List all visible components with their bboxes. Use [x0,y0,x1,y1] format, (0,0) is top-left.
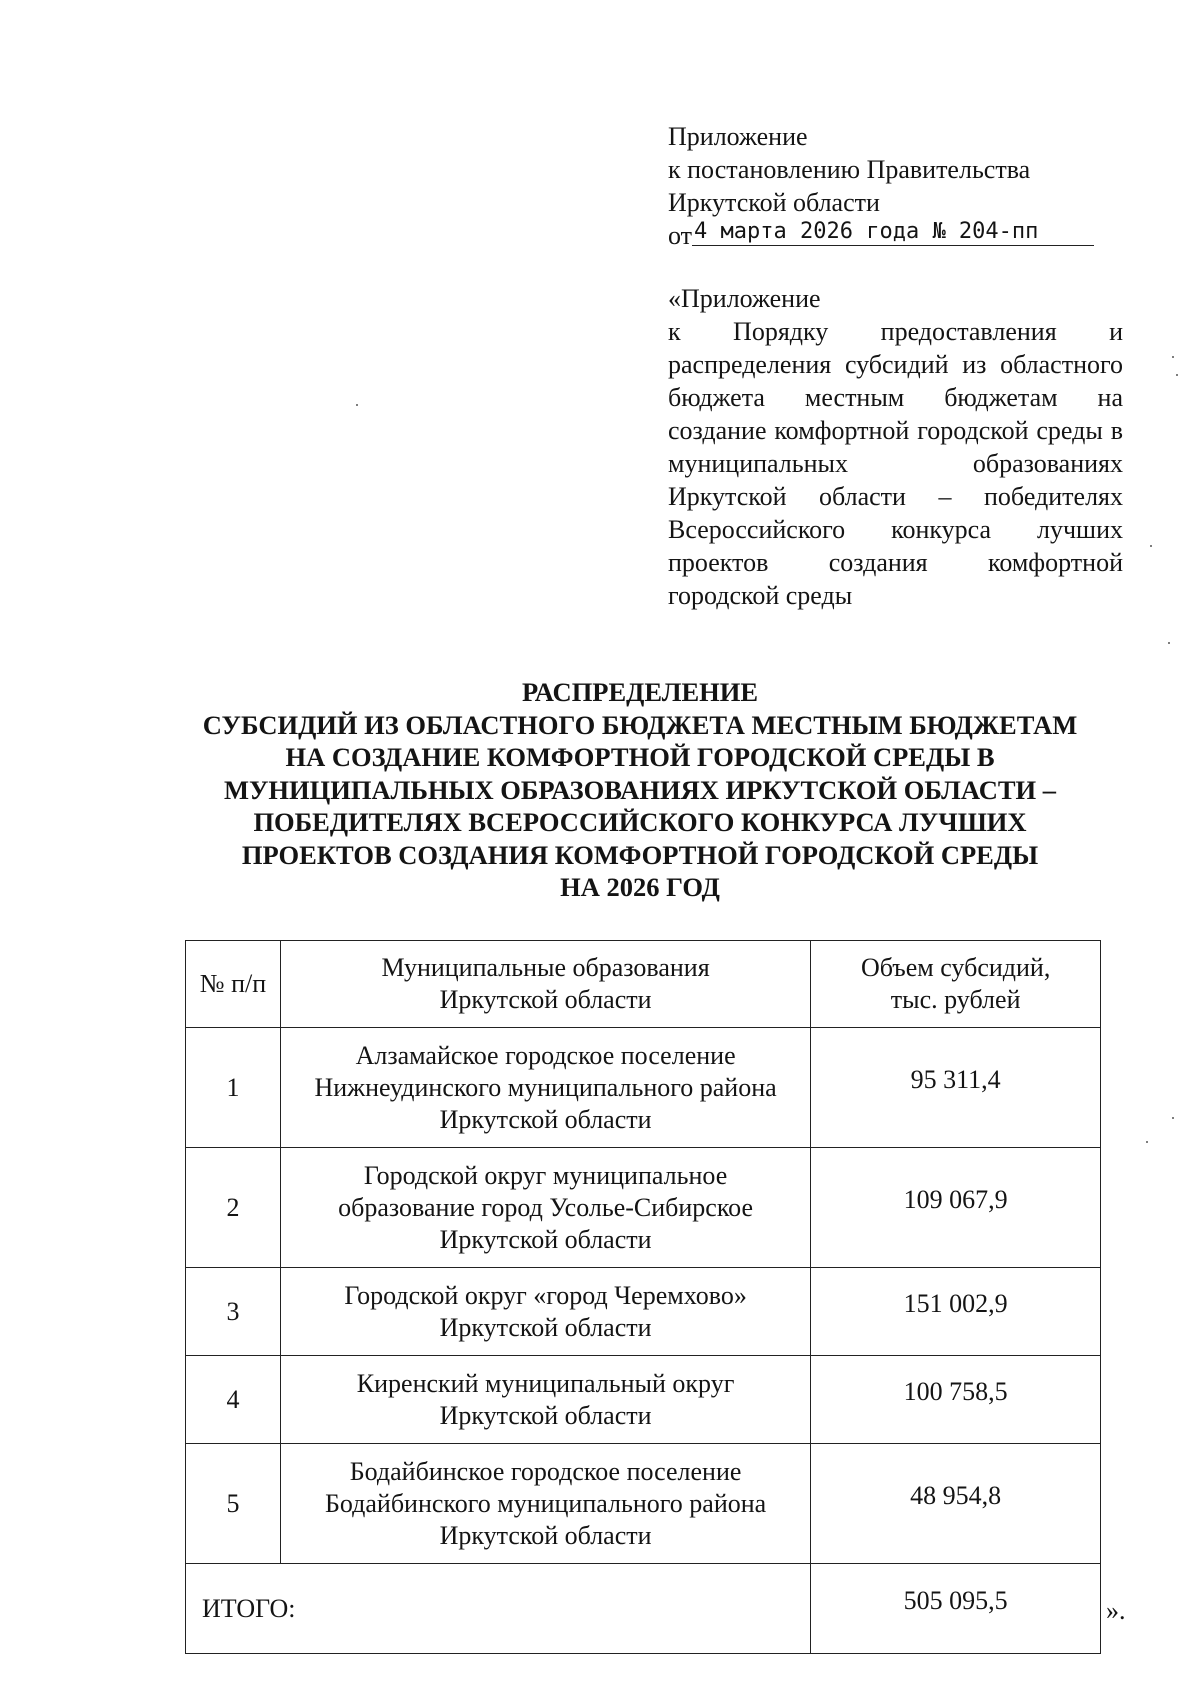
row-municipality-line: Бодайбинского муниципального района [324,1488,767,1518]
table-total-row [186,1564,1101,1654]
row-amount-value: 48 954,8 [910,1480,1002,1510]
row-num: 4 [186,1356,281,1444]
header-amount-line: Объем субсидий, [860,953,1051,982]
heading-line: ПОБЕДИТЕЛЯХ ВСЕРОССИЙСКОГО КОНКУРСА ЛУЧШИХ [253,807,1027,837]
table-row [186,1356,1101,1444]
row-amount [811,1028,1101,1148]
row-num: 1 [186,1028,281,1148]
row-municipality-line: Киренский муниципальный округ [356,1368,735,1398]
row-municipality [280,1444,810,1564]
total-amount [811,1564,1101,1654]
table-row [186,1444,1101,1564]
row-num: 3 [186,1268,281,1356]
appendix-header [668,120,1123,252]
row-num: 2 [186,1148,281,1268]
row-amount [811,1268,1101,1356]
header-municipality-line: Муниципальные образования [381,953,710,982]
appendix-date-line [668,219,1123,252]
row-municipality-line: Алзамайское городское поселение [355,1040,736,1070]
subsidy-distribution-table [185,940,1101,1654]
scan-speck [1176,374,1178,376]
scan-speck [1172,356,1174,358]
row-municipality [280,1148,810,1268]
row-municipality-line: Иркутской области [439,1520,652,1550]
row-amount [811,1148,1101,1268]
row-amount-value: 95 311,4 [910,1064,1001,1094]
scan-speck [1172,1117,1174,1119]
row-municipality [280,1028,810,1148]
row-municipality-line: образование город Усолье-Сибирское [338,1192,754,1222]
procedure-appendix-opener: «Приложение [668,284,821,313]
header-amount [811,941,1101,1028]
table-header-row [186,941,1101,1028]
row-amount-value: 109 067,9 [903,1184,1008,1214]
scan-speck [356,404,358,406]
table-row [186,1148,1101,1268]
row-amount [811,1444,1101,1564]
row-amount [811,1356,1101,1444]
row-municipality-line: Иркутской области [439,1224,652,1254]
heading-line: ПРОЕКТОВ СОЗДАНИЯ КОМФОРТНОЙ ГОРОДСКОЙ СРЕДЫ [241,839,1039,870]
resolution-date-number: 4 марта 2026 года № 204-пп [692,219,1094,246]
appendix-resolution-line: к постановлению Правительства [668,155,1031,184]
total-amount-value: 505 095,5 [903,1585,1008,1615]
date-prefix: от [668,221,693,250]
row-municipality-line: Иркутской области [439,1312,652,1342]
appendix-title: Приложение [668,122,808,151]
row-municipality-line: Иркутской области [439,1104,652,1134]
row-municipality-line: Нижнеудинского муниципального района [314,1072,777,1102]
row-num: 5 [186,1444,281,1564]
scan-speck [1150,545,1152,547]
table-row [186,1028,1101,1148]
total-label: ИТОГО: [186,1564,811,1654]
procedure-appendix-text: к Порядку предоставления и распределения субсидий из областного бюджета местным бюджетам на создание комфортной городской среды в муниципальных образованиях Иркутской области – победителях Всероссийского конкурса лучших проектов создания комфортной городской среды [668,317,1123,610]
row-municipality-line: Иркутской области [439,1400,652,1430]
document-heading [150,676,1130,904]
row-municipality [280,1356,810,1444]
header-amount-line: тыс. рублей [890,985,1021,1014]
row-amount-value: 100 758,5 [903,1376,1008,1406]
header-num: № п/п [186,941,281,1028]
scan-speck [1146,1141,1148,1143]
heading-line: НА СОЗДАНИЕ КОМФОРТНОЙ ГОРОДСКОЙ СРЕДЫ В [285,742,995,772]
row-amount-value: 151 002,9 [903,1288,1008,1318]
closing-quote: ». [1106,1596,1126,1625]
heading-line: НА 2026 ГОД [560,872,720,902]
appendix-region-line: Иркутской области [668,188,880,217]
scan-speck [1168,642,1170,644]
row-municipality-line: Бодайбинское городское поселение [349,1456,742,1486]
header-municipality-line: Иркутской области [439,985,652,1014]
header-municipality [280,941,810,1028]
heading-line: РАСПРЕДЕЛЕНИЕ [521,677,759,707]
row-municipality [280,1268,810,1356]
procedure-appendix [668,282,1123,612]
row-municipality-line: Городской округ муниципальное [363,1160,728,1190]
table-row [186,1268,1101,1356]
heading-line: МУНИЦИПАЛЬНЫХ ОБРАЗОВАНИЯХ ИРКУТСКОЙ ОБЛАСТИ – [223,774,1057,805]
heading-line: СУБСИДИЙ ИЗ ОБЛАСТНОГО БЮДЖЕТА МЕСТНЫМ БЮДЖЕТАМ [202,709,1078,740]
row-municipality-line: Городской округ «город Черемхово» [344,1280,747,1310]
